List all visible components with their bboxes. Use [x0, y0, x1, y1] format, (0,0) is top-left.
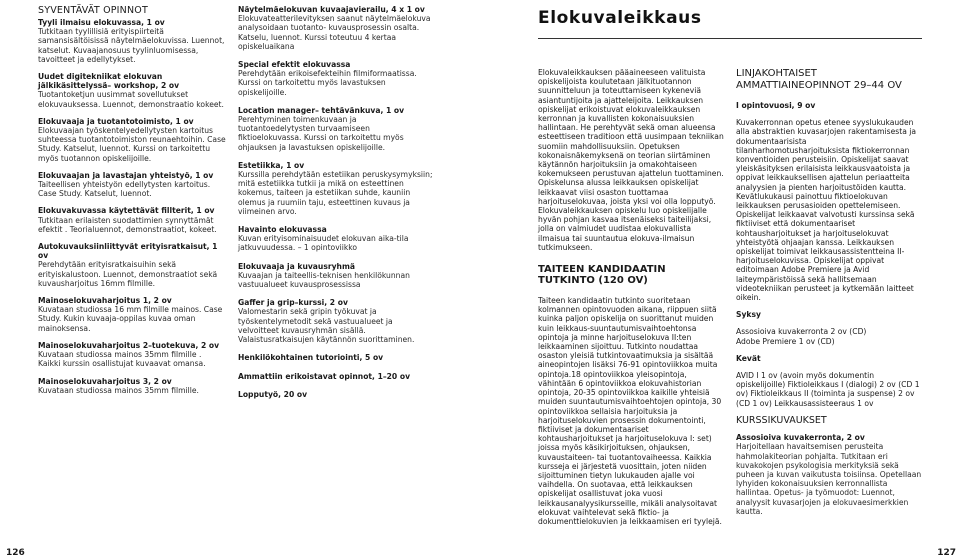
- course-title: Elokuvakuvassa käytettävät fillterit, 1 ov: [38, 206, 215, 216]
- intro-paragraph: Elokuvaleikkauksen pääaineeseen valituista opiskelijoista koulutetaan jälkituotannon suunnitteluun ja toteuttamiseen kykeneviä asiantuntijoita ja ajatteleijoita. Leikkauksen opiskelijat erikoistuvat elokuvaleikkauksen kerronnan ja kuvallisten kokonaisuuksien hallintaan. He perehtyvät sekä oman alueensa esteettiseen traditioon että uusimpaan tekniikan suomiin mahdollisuuksiin. Opetuksen kokonaisnäkemyksenä on teorian siirtäminen käytännön harjoituksiin ja omakohtaiseen kokemukseen perustuvan ajattelun tuottaminen. Opiskelunsa alussa leikkauksen opiskelijat leikkaavat viisi osaston tuottamaa harjoituselokuvaa, joista yksi voi olla lopputyö. Elokuvaleikkauksen opiskelu luo opiskelijalle hyvän pohjan kasvaa itsenäiseksi taiteilijaksi, jolla on valmiudet uudistaa elokuvallista ilmaisua tai suuntautua elokuva-ilmaisun tutkimukseen.: [538, 68, 724, 252]
- course-block: [38, 171, 226, 199]
- kevat-heading: Kevät: [736, 353, 761, 363]
- syksy-list: [736, 327, 922, 345]
- course-block: [238, 298, 434, 344]
- course-text: Tutkitaan tyylillisiä erityispiirteitä samansisältöisissä näytelmäelokuvissa. Luennot, katselut. Kuvaajanosuus tyylinluomisessa, tavoitteet ja edellytykset.: [38, 27, 225, 64]
- section-heading: SYVENTÄVÄT OPINNOT: [38, 5, 148, 16]
- course-block: [238, 353, 434, 362]
- course-block: [38, 72, 226, 109]
- syksy-item: Adobe Premiere 1 ov (CD): [736, 336, 835, 346]
- course-text: Elokuvaajan työskentelyedellytysten kartoitus suhteessa tuotantotoimiston reunaehtoihin. Case Study. Katselut, luennot. Kurssi on tarkoitettu myös tuotannon opiskelijoille.: [38, 126, 226, 163]
- course-text: Tutkitaan erilaisten suodattimien synnyttämät efektit . Teorialuennot, demonstraatiot, kokeet.: [38, 215, 217, 234]
- degree-text: Taiteen kandidaatin tutkinto suoritetaan kolmannen opintovuoden aikana, riippuen siitä kuinka paljon opiskelija on suorittanut muiden kuin leikkaus-suuntautumisvaihtoehtonsa opintoja ja minne harjoituselokuva II:ten leikkaaminen sijoittuu. Tutkinto noudattaa osaston yleisiä tutkintovaatimuksia ja sisältää aineopintojen lisäksi 76-91 opintoviikkoa muita opintoja.18 opintoviikkoa yleisopintoja, vähintään 6 opintoviikkoa elokuvahistorian opintoja, 20-35 opintoviikkoa kaikille yhteisiä muiden suuntautumisvaihtoehtojen opintoja, 30 opintoviikkoa sellaisia harjoituksia ja harjoituselokuvien prosessin dokumentointi, fiktiiviset ja dokumentaariset kohtausharjoitukset ja harjoituselokuva I: set) joissa myös käsikirjoituksen, ohjauksen, kuvaustaiteen- tai tuotantovaiheessa. Kaikkia kursseja ei järjestetä vuosittain, joten niiden sijoittuminen tietyn lukukauden ajalle voi vaihdella. On suotavaa, että leikkauksen opiskelijat osallistuvat joka vuosi leikkausanalyysikursseille, mikäli analysoitavat elokuvat vaihtelevat sekä fiktio- ja dokumenttielokuvien ja leikkaamisen eri tyylejä.: [538, 296, 722, 526]
- course-block: [38, 206, 226, 234]
- course-block: [238, 372, 434, 381]
- course-title: Mainoselokuvaharjoitus 1, 2 ov: [38, 296, 172, 306]
- page-number-right: 127: [937, 548, 956, 558]
- course-block: [38, 117, 226, 163]
- kevat-text: AVID I 1 ov (avoin myös dokumentin opiskelijoille) Fiktioleikkaus I (dialogi) 2 ov (CD 1 ov) Fiktioleikkaus II (toiminta ja suspense) 2 ov (CD 1 ov) Leikkausassisteeraus 1 ov: [736, 371, 920, 408]
- degree-heading: TAITEEN KANDIDAATIN TUTKINTO (120 OV): [538, 264, 666, 287]
- course-title: Assosioiva kuvakerronta, 2 ov: [736, 433, 865, 443]
- course-block: [38, 296, 226, 333]
- course-title: Ammattiin erikoistavat opinnot, 1–20 ov: [238, 371, 411, 381]
- course-title: Tyyli ilmaisu elokuvassa, 1 ov: [38, 18, 165, 27]
- page-number-left: 126: [6, 548, 25, 558]
- right-column-2: [736, 68, 922, 516]
- course-text: Perehdytään erityisratkaisuihin sekä erityiskalustoon. Luennot, demonstraatiot sekä kuvausharjoitus 16mm filmille.: [38, 260, 218, 288]
- course-block: [238, 5, 434, 51]
- course-title: Näytelmäelokuvan kuvaajavierailu, 4 x 1 ov: [238, 5, 425, 14]
- syksy-heading: Syksy: [736, 310, 761, 320]
- course-text: Kuvataan studiossa 16 mm filmille mainos. Case Study. Kukin kuvaaja-oppilas kuvaa oman mainoksensa.: [38, 305, 223, 333]
- course-title: Elokuvaaja ja tuotantotoimisto, 1 ov: [38, 116, 194, 126]
- course-title: Havainto elokuvassa: [238, 225, 327, 235]
- course-block: [238, 262, 434, 290]
- right-column-1: [538, 68, 724, 526]
- course-title: Henkilökohtainen tutoriointi, 5 ov: [238, 353, 384, 363]
- studies-heading: LINJAKOHTAISET AMMATTIAINEOPINNOT 29–44 OV: [736, 68, 902, 91]
- course-text: Kuvaajan ja taiteellis-teknisen henkilökunnan vastuualueet kuvausprosessissa: [238, 270, 410, 290]
- course-title: Elokuvaaja ja kuvausryhmä: [238, 261, 355, 271]
- course-block: [238, 60, 434, 97]
- course-title: Special efektit elokuvassa: [238, 60, 351, 70]
- title-rule: [538, 38, 922, 39]
- course-title: Autokuvauksiinliittyvät erityisratkaisut, 1 ov: [38, 242, 218, 261]
- page-title: Elokuvaleikkaus: [538, 8, 702, 28]
- course-title: Elokuvaajan ja lavastajan yhteistyö, 1 ov: [38, 170, 214, 180]
- course-text: Perehtyminen toimenkuvaan ja tuotantoedelytysten turvaamiseen fiktioelokuvassa. Kurssi on tarkoitettu myös ohjauksen ja lavastuksen opiskelijoille.: [238, 115, 404, 152]
- course-title: Gaffer ja grip–kurssi, 2 ov: [238, 298, 348, 308]
- course-block: [238, 106, 434, 152]
- course-block: [238, 225, 434, 253]
- course-text: Kuvataan studiossa mainos 35mm filmille . Kaikki kurssin osallistujat kuvaavat omansa.: [38, 350, 206, 369]
- course-text: Perehdytään erikoisefekteihin filmiformaatissa. Kurssi on tarkoitettu myös lavastuksen opiskelijoille.: [238, 69, 417, 97]
- course-title: Estetiikka, 1 ov: [238, 160, 305, 170]
- course-text: Valomestarin sekä gripin työkuvat ja työskentelymetodit sekä vastuualueet ja velvoitteet kuvausryhmän sisällä. Valaistusratkaisujen käytännön suorittaminen.: [238, 307, 415, 345]
- course-title: Lopputyö, 20 ov: [238, 389, 308, 399]
- course-list: [38, 18, 226, 395]
- course-title: Mainoselokuvaharjoitus 3, 2 ov: [38, 376, 172, 386]
- year-heading: I opintovuosi, 9 ov: [736, 101, 816, 110]
- left-column-1: [38, 5, 226, 403]
- course-block: [38, 377, 226, 395]
- course-title: Mainoselokuvaharjoitus 2–tuotekuva, 2 ov: [38, 340, 220, 350]
- course-block: [38, 341, 226, 369]
- course-text: Kuvan erityisominaisuudet elokuvan aika-tila jatkuvuudessa. – 1 opintoviikko: [238, 234, 409, 253]
- course-text: Tuotantoketjun uusimmat sovellutukset elokuvauksessa. Luennot, demonstraatio kokeet.: [38, 90, 224, 109]
- course-block: [238, 161, 434, 216]
- left-column-2: [238, 5, 434, 408]
- course-text: Harjoitellaan havaitsemisen perusteita hahmolakiteorian pohjalta. Tutkitaan eri kuvakokojen psykologisia merkityksiä sekä puheen ja kuvan vaikutusta toisiinsa. Opetellaan lyhyiden kokonaisuuksien kerronnallista hallintaa. Opetus- ja työmuodot: Luennot, analyysit kuvasarjojen ja elokuvaesimerkkien kautta.: [736, 442, 922, 516]
- course-title: Uudet digitekniikat elokuvan jälkikäsittelyssä– workshop, 2 ov: [38, 72, 180, 91]
- syksy-item: Assosioiva kuvakerronta 2 ov (CD): [736, 327, 867, 337]
- course-block: [238, 390, 434, 399]
- course-block: [38, 242, 226, 288]
- course-descriptions-heading: KURSSIKUVAUKSET: [736, 414, 827, 426]
- course-text: Kurssilla perehdytään estetiikan peruskysymyksiin; mitä estetiikka tutkii ja mikä on esteettinen kokemus, taiteen ja estetiikan suhde, kauniin olemus ja ruumiin taju, esteettinen kuvaus ja viimeinen arvo.: [238, 170, 433, 216]
- course-text: Elokuvateatterilevityksen saanut näytelmäelokuva analysoidaan tuotanto- kuvausprosessin osalta. Katselu, luennot. Kurssi toteutuu 4 kertaa opiskeluaikana: [238, 14, 431, 51]
- year-text: Kuvakerronnan opetus etenee syyslukukauden alla abstraktien kuvasarjojen rakentamisesta ja dokumentaarisista tilanharhomotusharjoituksista fiktiokerronnan konventioiden perusteisiin. Opiskelijat saavat yleiskäsityksen erilaisista leikkausvaatoista ja oppivat leikkauksellisen ajattelun periaatteita analyysien ja pienten harjoitustöiden kautta. Kevätlukukausi painottuu fiktioelokuvan leikkauksen perusasioiden opettelemiseen. Opiskelijat leikkaavat valvotusti kurssinsa sekä fiktiiviset että dokumentaariset kohtausharjoitukset ja harjoituselokuvat yhteistyötä ohjaajan kanssa. Leikkauksen opiskelijat toimivat leikkausassistentteina II-harjoituselokuvissa. Opiskelijat oppivat editoimaan Adobe Premiere ja Avid laiteympäristöissä sekä hallitsemaan videotekniikan perusteet ja kytkemään laitteet oikein.: [736, 118, 917, 303]
- course-list: [238, 5, 434, 399]
- course-title: Location manager– tehtävänkuva, 1 ov: [238, 105, 405, 115]
- course-block: [38, 18, 226, 64]
- course-text: Kuvataan studiossa mainos 35mm filmille.: [38, 385, 199, 395]
- course-text: Taiteellisen yhteistyön edellytysten kartoitus. Case Study. Katselut, luennot.: [38, 180, 211, 199]
